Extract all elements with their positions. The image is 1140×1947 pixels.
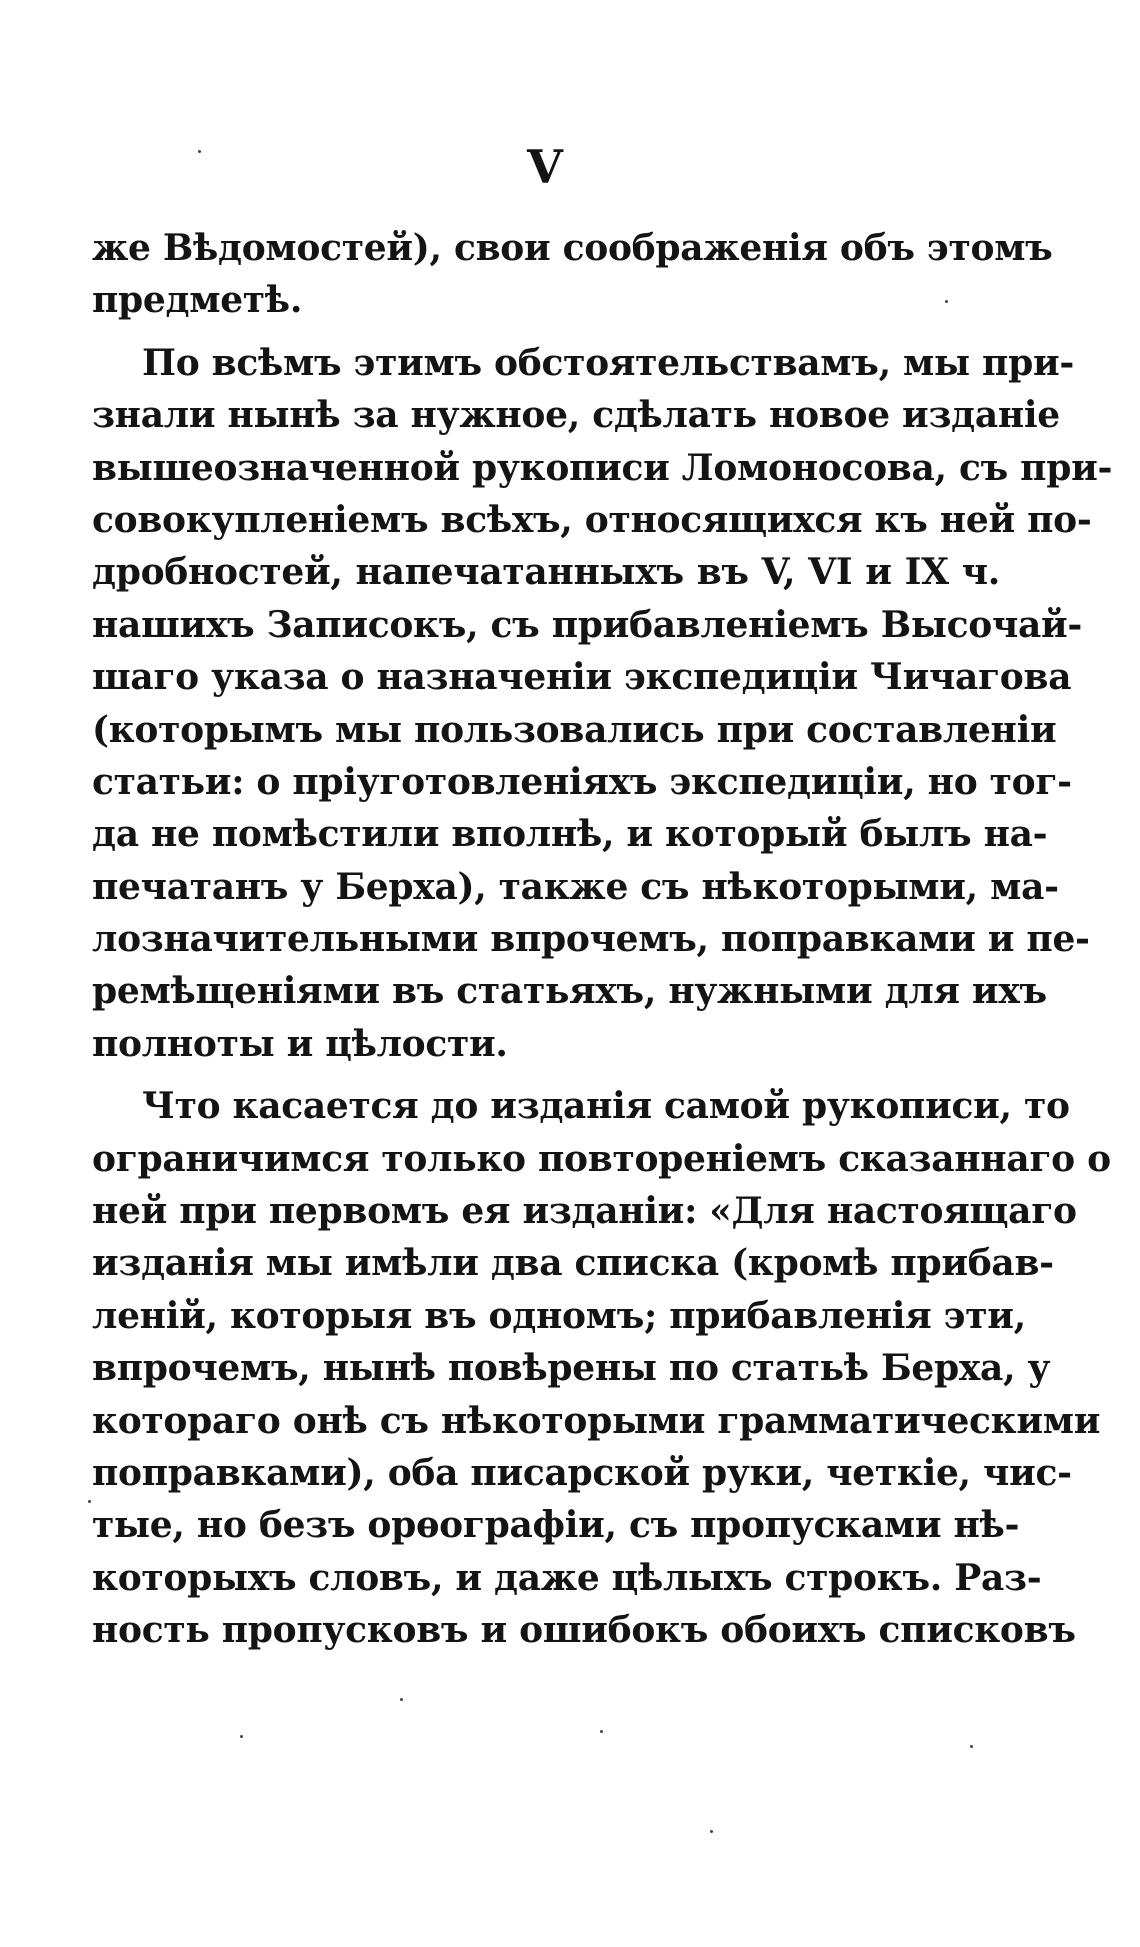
text-line: изданія мы имѣли два списка (кромѣ прибав- <box>92 1242 1054 1285</box>
text-line: ность пропусковъ и ошибокъ обоихъ списковъ <box>92 1609 1076 1652</box>
text-line: печатанъ у Берха), также съ нѣкоторыми, ма- <box>92 865 1059 908</box>
print-speck <box>400 1698 403 1701</box>
text-line: ремѣщеніями въ статьяхъ, нужными для ихъ <box>92 970 1047 1013</box>
print-speck <box>198 150 201 153</box>
print-speck <box>240 1735 243 1738</box>
text-line: котораго онѣ съ нѣкоторыми грамматическими <box>92 1399 1101 1442</box>
text-line: же Вѣдомостей), свои соображенія объ этомъ <box>92 227 1053 269</box>
text-line: нашихъ Записокъ, съ прибавленіемъ Высочай- <box>92 603 1083 646</box>
text-line: тые, но безъ орѳографіи, съ пропусками нѣ- <box>92 1504 1020 1547</box>
text-line: шаго указа о назначеніи экспедиціи Чичагова <box>92 656 1072 699</box>
text-line: леній, которыя въ одномъ; прибавленія эти, <box>92 1294 1026 1337</box>
text-line: совокупленіемъ всѣхъ, относящихся къ ней по- <box>92 498 1092 541</box>
text-line: да не помѣстили вполнѣ, и который былъ на- <box>92 813 1048 856</box>
print-speck <box>945 300 948 303</box>
print-speck <box>88 1500 91 1503</box>
text-line: предметѣ. <box>92 279 303 322</box>
text-line: лозначительными впрочемъ, поправками и пе- <box>92 918 1090 961</box>
text-line: которыхъ словъ, и даже цѣлыхъ строкъ. Раз- <box>92 1556 1042 1599</box>
text-line: статьи: о пріуготовленіяхъ экспедиціи, но тог- <box>92 760 1072 803</box>
text-line: ограничимся только повтореніемъ сказаннаго о <box>92 1137 1111 1180</box>
page-number: V <box>527 140 563 194</box>
text-line: (которымъ мы пользовались при составленіи <box>92 708 1057 751</box>
print-speck <box>600 1730 603 1733</box>
text-line: полноты и цѣлости. <box>92 1022 508 1065</box>
text-line: вышеозначенной рукописи Ломоносова, съ при- <box>92 446 1113 489</box>
print-speck <box>970 1745 973 1748</box>
text-line: знали нынѣ за нужное, сдѣлать новое изданіе <box>92 394 1060 437</box>
text-line: По всѣмъ этимъ обстоятельствамъ, мы при- <box>142 341 1075 384</box>
text-line: Что касается до изданія самой рукописи, то <box>142 1085 1070 1128</box>
text-line: дробностей, напечатанныхъ въ V, VI и IX ч. <box>92 551 1000 594</box>
text-line: впрочемъ, нынѣ повѣрены по статьѣ Берха, у <box>92 1347 1051 1390</box>
text-line: ней при первомъ ея изданіи: «Для настоящаго <box>92 1190 1077 1233</box>
body-text <box>92 222 1113 1657</box>
text-line: поправками), оба писарской руки, четкіе, чис- <box>92 1451 1072 1494</box>
print-speck <box>710 1830 713 1833</box>
